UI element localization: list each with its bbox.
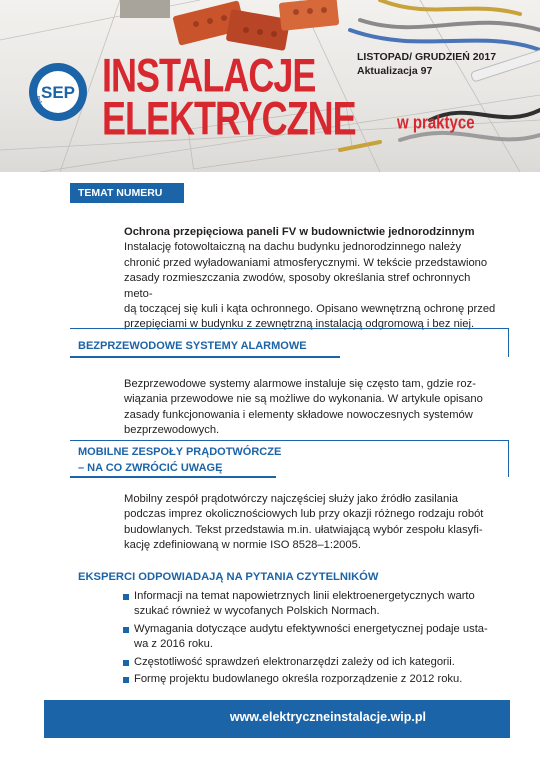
alarm-heading: BEZPRZEWODOWE SYSTEMY ALARMOWE [78, 340, 307, 352]
sep-logo [24, 58, 92, 126]
svg-text:SEP: SEP [40, 83, 76, 102]
topic-tag: TEMAT NUMERU [70, 183, 184, 203]
experts-list [122, 589, 508, 689]
text-line: zasady funkcjonowania i elementy składowe nowoczesnych systemów [124, 408, 473, 421]
list-item-line: Informacji na temat napowietrznych linii elektroenergetycznych warto [134, 590, 475, 602]
generators-heading-line2: – NA CO ZWRÓCIĆ UWAGĘ [78, 462, 223, 474]
bricks-graphic [120, 0, 339, 51]
magazine-title-line2: ELEKTRYCZNE [102, 91, 356, 146]
svg-text:rekomenduje: rekomenduje [33, 95, 68, 121]
text-line: podczas imprez okolicznościowych lub przy okazji różnego rodzaju robót [124, 508, 484, 521]
text-line: dą toczącej się kuli i kąta ochronnego. Opisano wewnętrzną ochronę przed [124, 303, 496, 316]
text-line: zasady rozmieszczania zwodów, sposoby określania stref ochronnych meto- [124, 272, 471, 300]
text-line: Instalację fotowoltaiczną na dachu budynku jednorodzinnego należy [124, 241, 462, 254]
list-item [122, 622, 508, 653]
cover-header [0, 0, 540, 172]
text-line: przepięciami w budynku z zewnętrzną instalacją odgromową i bez niej. [124, 318, 475, 331]
list-item-line: szukać również w wycofanych Polskich Normach. [134, 605, 380, 618]
generators-article [124, 492, 500, 554]
list-item-line: Formę projektu budowlanego określa rozporządzenie z 2012 roku. [134, 673, 463, 686]
issue-info [357, 50, 496, 78]
topic-headline: Ochrona przepięciowa paneli FV w budownictwie jednorodzinnym [124, 226, 475, 238]
heading-underline [70, 356, 340, 358]
issue-date: LISTOPAD/ GRUDZIEŃ 2017 [357, 51, 497, 63]
list-item [122, 655, 508, 670]
footer-bar [44, 700, 510, 738]
text-line: wiązania przewodowe nie są możliwe do wykonania. W artykule opisano [124, 393, 483, 406]
text-line: kację zdefiniowaną w normie ISO 8528–1:2005. [124, 539, 361, 552]
text-line: Mobilny zespół prądotwórczy najczęściej służy jako źródło zasilania [124, 493, 458, 505]
alarm-article [124, 377, 500, 439]
text-line: chronić przed wyładowaniami atmosferycznymi. W tekście przedstawiono [124, 256, 488, 269]
list-item [122, 672, 508, 687]
list-item-line: Częstotliwość sprawdzeń elektronarzędzi zależy od ich kategorii. [134, 655, 455, 668]
website-link[interactable]: www.elektryczneinstalacje.wip.pl [229, 710, 426, 724]
list-item [122, 589, 508, 620]
generators-heading-line1: MOBILNE ZESPOŁY PRĄDOTWÓRCZE [78, 446, 282, 458]
list-item-line: wa z 2016 roku. [134, 638, 213, 651]
magazine-subtitle: w praktyce [397, 113, 475, 134]
text-line: budowlanych. Tekst przedstawia m.in. ułatwiającą wybór zespołu klasyfi- [124, 523, 483, 536]
text-line: Bezprzewodowe systemy alarmowe instaluje się często tam, gdzie roz- [124, 378, 476, 390]
topic-article [124, 225, 500, 333]
generators-heading [78, 444, 281, 476]
list-item-line: Wymagania dotyczące audytu efektywności energetycznej podaje usta- [134, 622, 488, 635]
magazine-title-line1: INSTALACJE [102, 48, 316, 103]
experts-heading: EKSPERCI ODPOWIADAJĄ NA PYTANIA CZYTELNIKÓW [78, 571, 379, 583]
issue-update: Aktualizacja 97 [357, 65, 433, 77]
text-line: bezprzewodowych. [124, 424, 220, 437]
heading-underline [70, 476, 276, 478]
